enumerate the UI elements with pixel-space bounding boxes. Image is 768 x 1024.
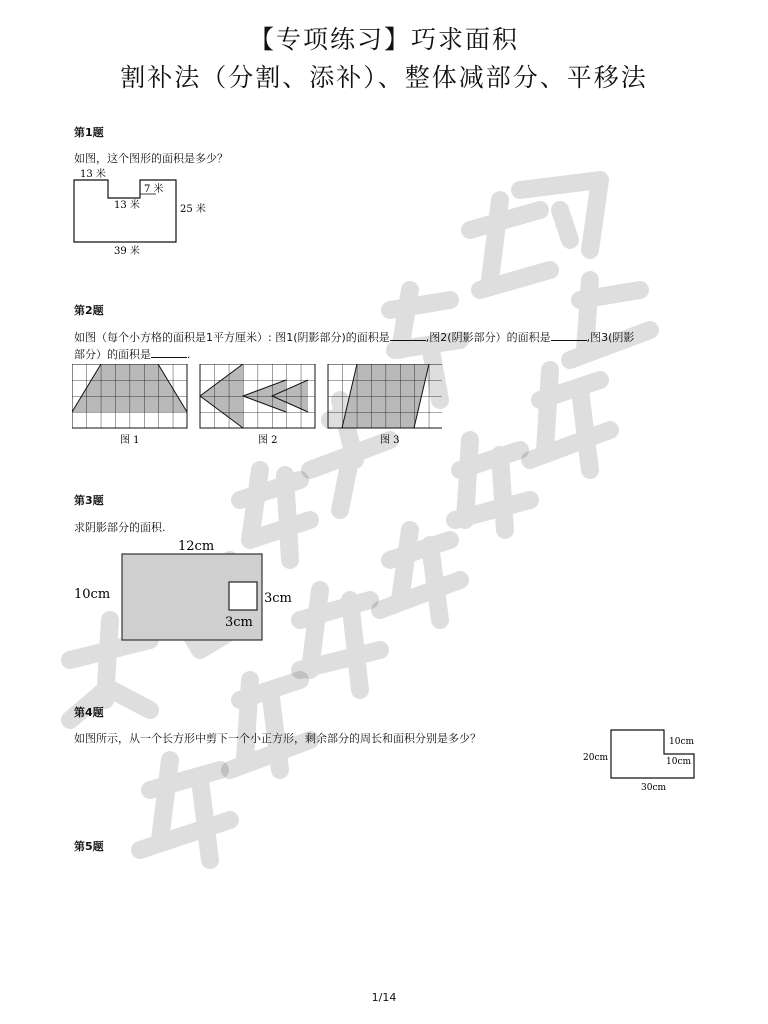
q2-caption-1: 图 1 [120, 435, 140, 446]
q3-small-square [229, 582, 257, 610]
page-title: 【专项练习】巧求面积 [248, 25, 519, 54]
question-4-figure [580, 726, 704, 796]
question-3-heading: 第3题 [74, 494, 104, 507]
question-2-text [74, 329, 694, 363]
question-2-heading: 第2题 [74, 304, 104, 317]
q2-figure-3 [328, 364, 442, 428]
q4-label-left: 20cm [583, 753, 609, 763]
q1-label-top-left: 13 米 [80, 169, 106, 180]
q2-blank-3[interactable] [151, 347, 187, 358]
q4-label-bottom: 30cm [641, 783, 667, 793]
question-3-text: 求阴影部分的面积. [74, 521, 166, 534]
question-4-text: 如图所示，从一个长方形中剪下一个小正方形，剩余部分的周长和面积分别是多少？ [74, 732, 481, 745]
page-number: 1/14 [371, 991, 397, 1004]
q2-figure-1 [72, 364, 187, 428]
q3-label-left: 10cm [74, 587, 111, 602]
q2-blank-2[interactable] [551, 330, 587, 341]
q2-caption-3: 图 3 [380, 435, 400, 446]
q4-label-notch-top: 10cm [669, 737, 695, 747]
question-1-figure [60, 164, 220, 260]
question-1-heading: 第1题 [74, 126, 104, 139]
q4-label-notch-side: 10cm [666, 757, 692, 767]
q3-label-square-bottom: 3cm [225, 615, 253, 630]
q3-label-top: 12cm [178, 539, 215, 554]
q2-text-e: . [187, 348, 191, 361]
q2-text-c: ,图3(阴影 [586, 331, 635, 344]
q1-label-notch-side: 7 米 [144, 184, 164, 195]
page-subtitle: 割补法（分割、添补）、整体减部分、平移法 [120, 63, 648, 92]
q2-text-d: 部分）的面积是 [74, 348, 151, 361]
q2-caption-2: 图 2 [258, 435, 278, 446]
q3-label-square-side: 3cm [264, 591, 292, 606]
question-4-heading: 第4题 [74, 706, 104, 719]
question-5-heading: 第5题 [74, 840, 104, 853]
q1-label-bottom: 39 米 [114, 246, 140, 257]
question-2-figures [72, 364, 442, 448]
q2-figure-2 [200, 364, 315, 428]
q2-text-b: ,图2(阴影部分）的面积是 [425, 331, 551, 344]
question-1-text: 如图，这个图形的面积是多少？ [74, 152, 228, 165]
q2-text-a: 如图（每个小方格的面积是1平方厘米）: 图1(阴影部分)的面积是 [74, 331, 390, 344]
q1-label-notch-bottom: 13 米 [114, 200, 140, 211]
q1-label-right: 25 米 [180, 204, 206, 215]
question-3-figure [70, 536, 330, 648]
q2-blank-1[interactable] [390, 330, 426, 341]
